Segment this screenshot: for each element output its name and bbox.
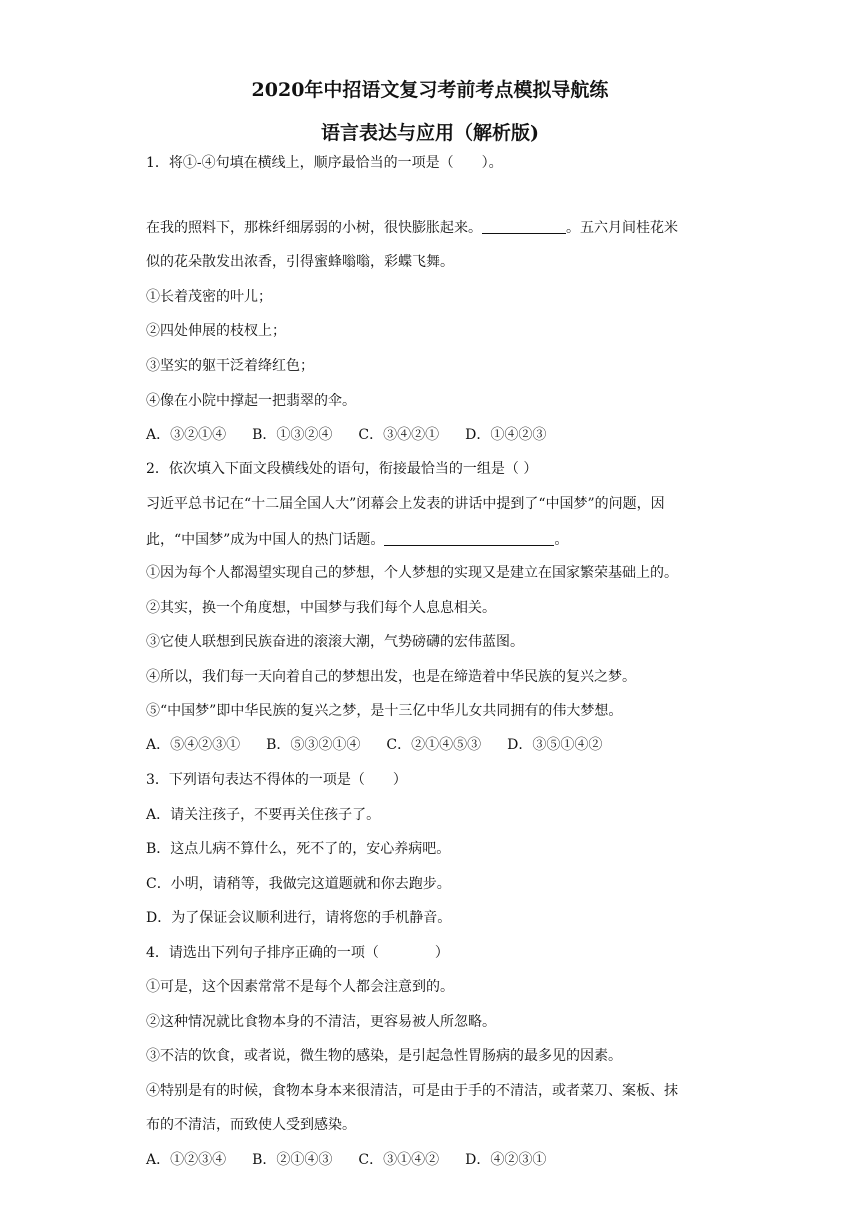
q4-item-4-continued: 布的不清洁，而致使人受到感染。 bbox=[146, 1117, 356, 1133]
q1-passage-line1 bbox=[146, 218, 678, 237]
q2-passage-b: 此，“中国梦”成为中国人的热门话题。 bbox=[146, 532, 385, 548]
q2-option-d[interactable]: D．③⑤①④② bbox=[507, 737, 603, 753]
q1-option-a[interactable]: A．③②①④ bbox=[146, 427, 227, 443]
q2-option-b[interactable]: B．⑤③②①④ bbox=[266, 737, 361, 753]
q2-item-3: ③它使人联想到民族奋进的滚滚大潮，气势磅礴的宏伟蓝图。 bbox=[146, 634, 524, 650]
q4-item-2: ②这种情况就比食物本身的不清洁，更容易被人所忽略。 bbox=[146, 1014, 496, 1030]
q1-option-d[interactable]: D．①④②③ bbox=[465, 427, 547, 443]
q4-options bbox=[146, 1151, 572, 1169]
q2-options bbox=[146, 736, 628, 754]
q1-passage-a: 在我的照料下，那株纤细孱弱的小树，很快膨胀起来。 bbox=[146, 220, 482, 236]
q1-item-4: ④像在小院中撑起一把翡翠的伞。 bbox=[146, 393, 356, 409]
q3-stem: 3．下列语句表达不得体的一项是（ ） bbox=[146, 772, 407, 788]
document-subtitle: 语言表达与应用（解析版) bbox=[321, 122, 539, 144]
q1-item-2: ②四处伸展的枝杈上； bbox=[146, 323, 286, 339]
q4-item-3: ③不洁的饮食，或者说，微生物的感染，是引起急性胃肠病的最多见的因素。 bbox=[146, 1048, 622, 1064]
q4-option-b[interactable]: B．②①④③ bbox=[252, 1152, 333, 1168]
q3-choice-c[interactable]: C．小明，请稍等，我做完这道题就和你去跑步。 bbox=[146, 876, 451, 892]
q2-option-a[interactable]: A．⑤④②③① bbox=[146, 737, 241, 753]
q3-choice-d[interactable]: D．为了保证会议顺利进行，请将您的手机静音。 bbox=[146, 910, 452, 926]
q4-item-4: ④特别是有的时候，食物本身本来很清洁，可是由于手的不清洁，或者菜刀、案板、抹 bbox=[146, 1083, 678, 1099]
q1-option-c[interactable]: C．③④②① bbox=[358, 427, 440, 443]
q2-item-5: ⑤“中国梦”即中华民族的复兴之梦，是十三亿中华儿女共同拥有的伟大梦想。 bbox=[146, 703, 623, 719]
q2-stem: 2．依次填入下面文段横线处的语句，衔接最恰当的一组是（ ） bbox=[146, 461, 538, 477]
q4-option-c[interactable]: C．③①④② bbox=[358, 1152, 440, 1168]
q1-passage-b: 。五六月间桂花米 bbox=[566, 220, 678, 236]
q1-item-3: ③坚实的躯干泛着绛红色； bbox=[146, 358, 314, 374]
q2-passage-line1: 习近平总书记在“十二届全国人大”闭幕会上发表的讲话中提到了“中国梦”的问题，因 bbox=[146, 496, 665, 512]
q4-option-a[interactable]: A．①②③④ bbox=[146, 1152, 227, 1168]
q2-option-c[interactable]: C．②①④⑤③ bbox=[386, 737, 482, 753]
q1-answer-blank[interactable] bbox=[482, 218, 566, 234]
q1-passage-line2: 似的花朵散发出浓香，引得蜜蜂嗡嗡，彩蝶飞舞。 bbox=[146, 254, 454, 270]
q3-choice-a[interactable]: A．请关注孩子，不要再关住孩子了。 bbox=[146, 807, 381, 823]
q4-item-1: ①可是，这个因素常常不是每个人都会注意到的。 bbox=[146, 979, 454, 995]
q1-item-1: ①长着茂密的叶儿； bbox=[146, 289, 272, 305]
q4-option-d[interactable]: D．④②③① bbox=[465, 1152, 547, 1168]
q1-option-b[interactable]: B．①③②④ bbox=[252, 427, 333, 443]
q1-stem: 1．将①-④句填在横线上，顺序最恰当的一项是（ ）。 bbox=[146, 155, 503, 171]
q2-item-4: ④所以，我们每一天向着自己的梦想出发，也是在缔造着中华民族的复兴之梦。 bbox=[146, 669, 636, 685]
q2-answer-blank[interactable] bbox=[384, 530, 554, 546]
document-title: 2020年中招语文复习考前考点模拟导航练 bbox=[251, 79, 609, 101]
q2-passage-line2 bbox=[146, 530, 568, 549]
q2-item-1: ①因为每个人都渴望实现自己的梦想，个人梦想的实现又是建立在国家繁荣基础上的。 bbox=[146, 565, 678, 581]
q4-stem: 4．请选出下列句子排序正确的一项（ ） bbox=[146, 945, 449, 961]
q1-options bbox=[146, 426, 572, 444]
q2-item-2: ②其实，换一个角度想，中国梦与我们每个人息息相关。 bbox=[146, 600, 496, 616]
q2-passage-c: 。 bbox=[554, 532, 569, 548]
q3-choice-b[interactable]: B．这点儿病不算什么，死不了的，安心养病吧。 bbox=[146, 841, 451, 857]
